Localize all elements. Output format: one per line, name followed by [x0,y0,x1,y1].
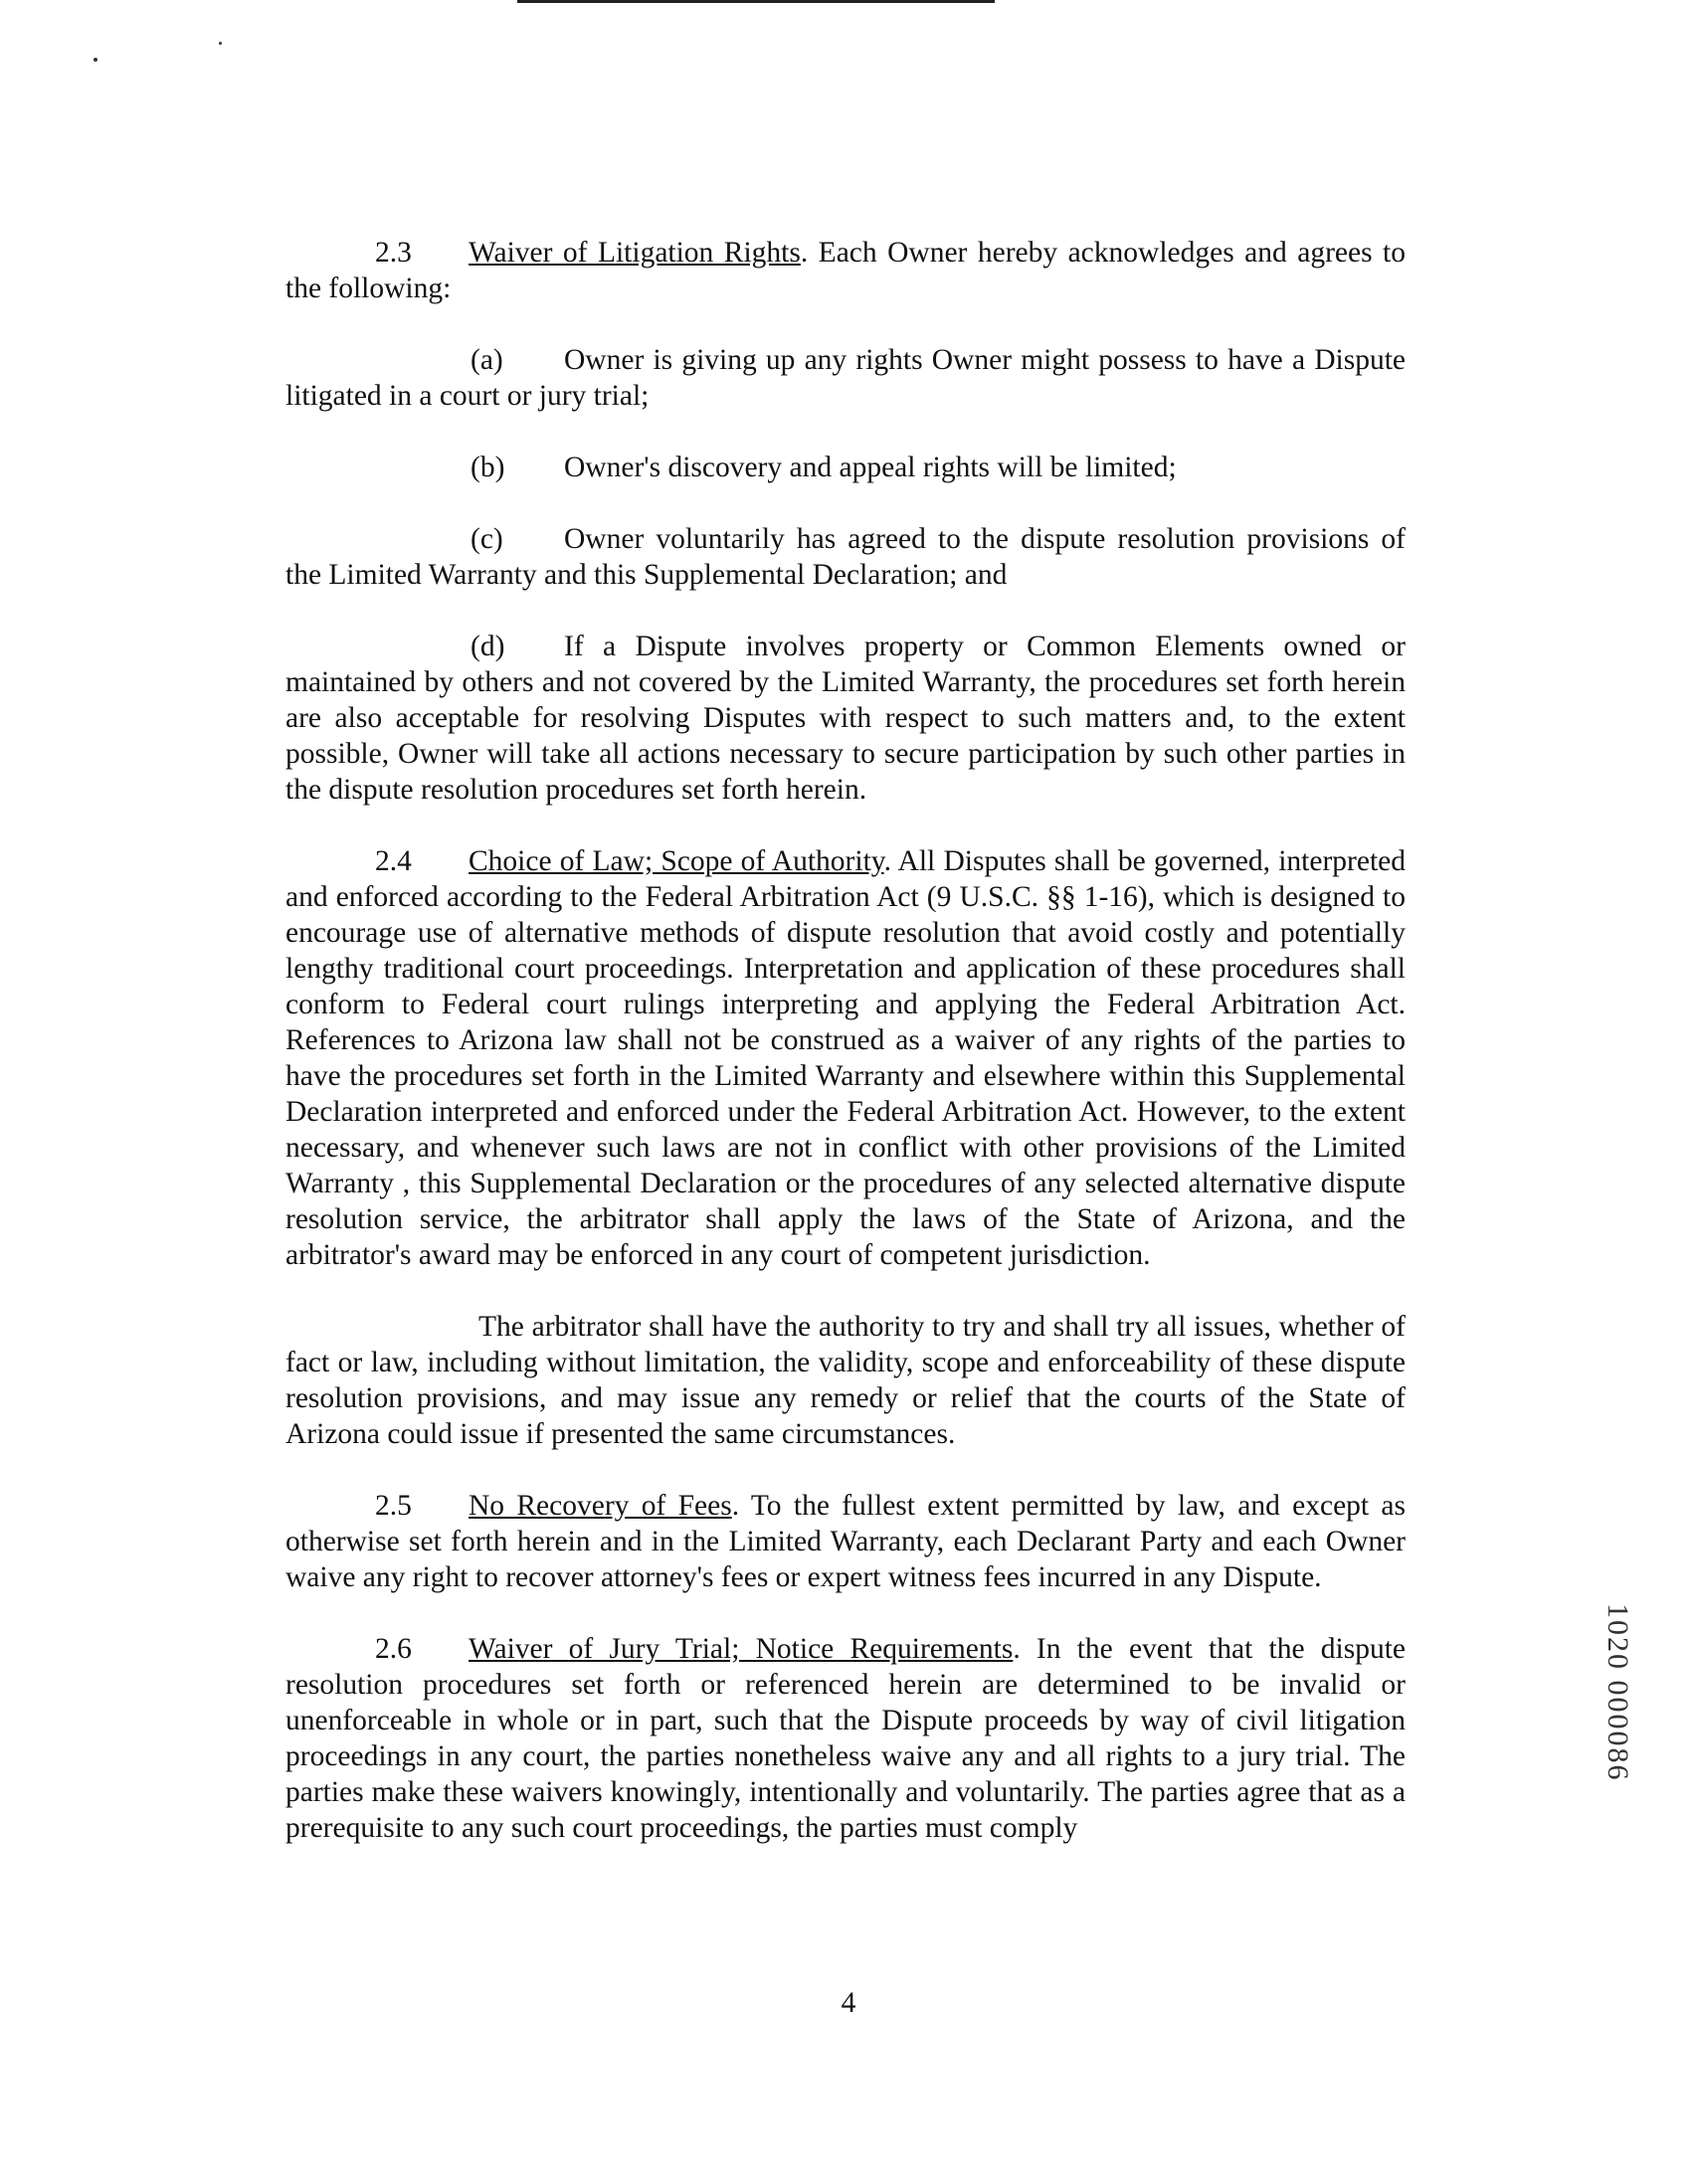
section-text: . Each Owner hereby acknowledges and agrees to the following: [285,237,1406,304]
section-2-6 [285,1631,1406,1846]
section-heading: No Recovery of Fees [469,1490,732,1522]
section-2-3 [285,235,1406,306]
item-label: (d) [471,631,505,662]
document-body [285,235,1406,1882]
section-text: . All Disputes shall be governed, interpreted and enforced according to the Federal Arbitration Act (9 U.S.C. §§ 1-16), which is designed to encourage use of alternative methods of dispute resolution that avoid costly and potentially lengthy traditional court proceedings. Interpretation and application of these procedures shall conform to Federal court rulings interpreting and applying the Federal Arbitration Act. References to Arizona law shall not be construed as a waiver of any rights of the parties to have the procedures set forth in the Limited Warranty and elsewhere within this Supplemental Declaration interpreted and enforced under the Federal Arbitration Act. However, to the extent necessary, and whenever such laws are not in conflict with other provisions of the Limited Warranty , this Supplemental Declaration or the procedures of any selected alternative dispute resolution service, the arbitrator shall apply the laws of the State of Arizona, and the arbitrator's award may be enforced in any court of competent jurisdiction. [285,845,1406,1271]
bates-number: 1020 000086 [1602,1603,1634,1782]
section-heading: Waiver of Jury Trial; Notice Requirements [469,1633,1014,1665]
scan-speck [94,58,97,62]
section-number: 2.6 [375,1633,412,1665]
item-label: (c) [471,523,503,555]
item-label: (b) [471,452,505,483]
page-number: 4 [841,1987,856,2019]
section-number: 2.3 [375,237,412,269]
section-text: . In the event that the dispute resolution procedures set forth or referenced herein are determined to be invalid or unenforceable in whole or in part, such that the Dispute proceeds by way of civil litigation proceedings in any court, the parties nonetheless waive any and all rights to a jury trial. The parties make these waivers knowingly, intentionally and voluntarily. The parties agree that as a prerequisite to any such court proceedings, the parties must comply [285,1633,1406,1844]
section-number: 2.4 [375,845,412,877]
list-item-b [285,450,1406,485]
list-item-c [285,521,1406,593]
section-heading: Waiver of Litigation Rights [469,237,801,269]
list-item-d [285,629,1406,808]
bates-stamp [1602,1603,1686,1872]
section-text: . To the fullest extent permitted by law, and except as otherwise set forth herein and in the Limited Warranty, each Declarant Party and each Owner waive any right to recover attorney's fees or expert witness fees incurred in any Dispute. [285,1490,1406,1593]
item-text: Owner is giving up any rights Owner might possess to have a Dispute litigated in a court or jury trial; [285,344,1406,412]
section-2-4 [285,843,1406,1273]
scan-speck [219,42,222,45]
item-text: Owner voluntarily has agreed to the dispute resolution provisions of the Limited Warranty and this Supplemental Declaration; and [285,523,1406,591]
item-text: Owner's discovery and appeal rights will be limited; [564,452,1177,483]
item-label: (a) [471,344,503,376]
section-2-5 [285,1488,1406,1595]
item-text: If a Dispute involves property or Common Elements owned or maintained by others and not covered by the Limited Warranty, the procedures set forth herein are also acceptable for resolving Disputes with respect to such matters and, to the extent possible, Owner will take all actions necessary to secure participation by such other parties in the dispute resolution procedures set forth herein. [285,631,1406,806]
arbitrator-paragraph: The arbitrator shall have the authority to try and shall try all issues, whether of fact or law, including without limitation, the validity, scope and enforceability of these dispute resolution provisions, and may issue any remedy or relief that the courts of the State of Arizona could issue if presented the same circumstances. [285,1311,1406,1450]
list-item-a [285,342,1406,414]
scan-edge-line [517,0,995,3]
section-heading: Choice of Law; Scope of Authority [469,845,884,877]
section-number: 2.5 [375,1490,412,1522]
